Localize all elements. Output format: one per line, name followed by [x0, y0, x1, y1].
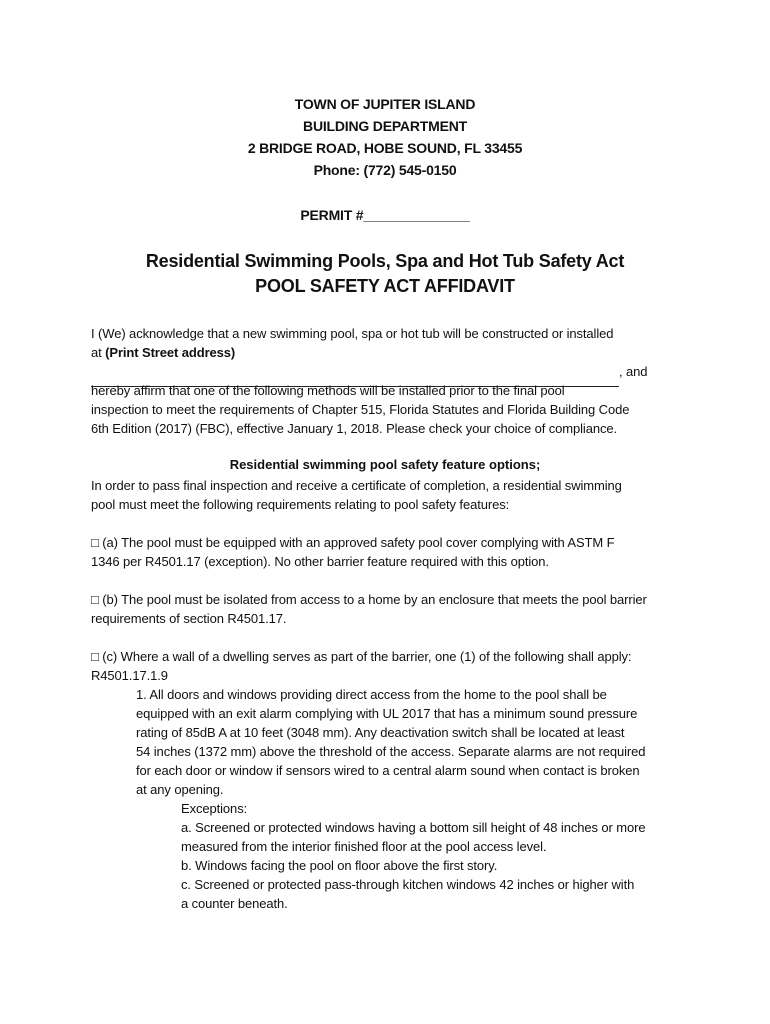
- option-a-checkbox[interactable]: □: [91, 535, 99, 550]
- item-1-line: equipped with an exit alarm complying with UL 2017 that has a minimum sound pressure: [136, 706, 638, 721]
- option-a-text: (a) The pool must be equipped with an approved safety pool cover complying with ASTM F: [98, 535, 615, 550]
- address-line-suffix: , and: [619, 364, 648, 379]
- intro-at: at: [91, 345, 106, 360]
- intro-line-2: [91, 343, 235, 362]
- item-1-line: at any opening.: [136, 782, 224, 797]
- options-intro-line-2: pool must meet the following requirements relating to pool safety features:: [91, 497, 510, 512]
- department-phone: Phone: (772) 545-0150: [313, 162, 457, 178]
- option-c-checkbox[interactable]: □: [91, 649, 99, 664]
- department-name: BUILDING DEPARTMENT: [303, 118, 467, 134]
- exception-line: b. Windows facing the pool on floor above the first story.: [181, 858, 498, 873]
- exception-line: a. Screened or protected windows having a bottom sill height of 48 inches or more: [181, 820, 646, 835]
- option-c-line-2: R4501.17.1.9: [91, 668, 168, 683]
- exception-line: measured from the interior finished floor at the pool access level.: [181, 839, 547, 854]
- department-address: 2 BRIDGE ROAD, HOBE SOUND, FL 33455: [247, 140, 523, 156]
- exception-line: c. Screened or protected pass-through kitchen windows 42 inches or higher with: [181, 877, 635, 892]
- permit-number-field[interactable]: PERMIT #______________: [300, 207, 470, 223]
- option-a-line-1: [91, 533, 614, 552]
- item-1-line: 54 inches (1372 mm) above the threshold of the access. Separate alarms are not required: [136, 744, 646, 759]
- options-heading: Residential swimming pool safety feature options;: [229, 457, 541, 472]
- options-intro-line-1: In order to pass final inspection and receive a certificate of completion, a residential swimming: [91, 478, 622, 493]
- exceptions-label: Exceptions:: [181, 801, 248, 816]
- street-address-label: (Print Street address): [105, 345, 236, 360]
- document-title: Residential Swimming Pools, Spa and Hot Tub Safety Act: [145, 251, 625, 271]
- intro-line-6: 6th Edition (2017) (FBC), effective January 1, 2018. Please check your choice of compliance.: [91, 421, 618, 436]
- intro-line-1: I (We) acknowledge that a new swimming pool, spa or hot tub will be constructed or installed: [91, 326, 614, 341]
- town-name: TOWN OF JUPITER ISLAND: [294, 96, 476, 112]
- option-c-line-1: [91, 647, 631, 666]
- option-b-line-2: requirements of section R4501.17.: [91, 611, 287, 626]
- exception-line: a counter beneath.: [181, 896, 288, 911]
- item-1-line: for each door or window if sensors wired to a central alarm sound when contact is broken: [136, 763, 640, 778]
- intro-line-5: inspection to meet the requirements of Chapter 515, Florida Statutes and Florida Building Code: [91, 402, 630, 417]
- intro-line-4: hereby affirm that one of the following methods will be installed prior to the final pool: [91, 383, 565, 398]
- item-1-line: rating of 85dB A at 10 feet (3048 mm). Any deactivation switch shall be located at least: [136, 725, 625, 740]
- document-subtitle: POOL SAFETY ACT AFFIDAVIT: [255, 276, 515, 296]
- option-a-line-2: 1346 per R4501.17 (exception). No other barrier feature required with this option.: [91, 554, 549, 569]
- option-b-checkbox[interactable]: □: [91, 592, 99, 607]
- option-b-text: (b) The pool must be isolated from access to a home by an enclosure that meets the pool barrier: [98, 592, 647, 607]
- option-b-line-1: [91, 590, 647, 609]
- option-c-text: (c) Where a wall of a dwelling serves as part of the barrier, one (1) of the following shall apply:: [98, 649, 632, 664]
- item-1-line: 1. All doors and windows providing direct access from the home to the pool shall be: [136, 687, 607, 702]
